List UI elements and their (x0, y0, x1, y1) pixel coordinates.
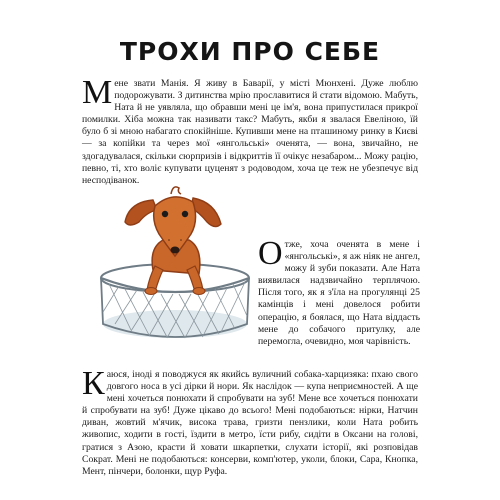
paragraph-text: тже, хоча оченята в мене і «янгольські», я аж ніяк не ангел, можу й зуби показати. Але Ната виявилася надзвичайно терплячою. Після того, як я з'їла на прогулянці 25 камінців і мені довелося робити операцію, я боялася, що Ната віддасть мене до собачого притулку, але перемогла, очевидно, моя чарівність. (258, 239, 420, 347)
paragraph-intro (82, 74, 418, 187)
paragraph-text: ене звати Манія. Я живу в Баварії, у місті Мюнхені. Дуже люблю подорожувати. З дитинства мрію прославитися й стати відомою. Мабуть, Ната й не уявляла, що обравши мені це ім'я, вона припустилася прикрої помилки. Хіба можна так називати такс? Мабуть, якби я звалася Евеліною, їй було б зі мною набагато спокійніше. Купивши мене на пташиному ринку в Києві — за копійки та через мої «янгольські» оченята, — вона, звичайно, не здогадувалася, скільки сюрпризів і відкриттів її очікує незабаром... Можу рацію, певно, ті, хто воліє купувати цуценят з родоводом, хоча це теж не убезпечує від несподіванок. (82, 78, 418, 186)
paragraph-angel (258, 235, 420, 348)
page-title: ТРОХИ ПРО СЕБЕ (119, 37, 381, 66)
dog-in-playpen-illustration (95, 178, 255, 343)
paragraph-likes (82, 365, 418, 478)
drop-cap: К (82, 365, 105, 402)
drop-cap: О (258, 235, 283, 272)
paragraph-text: аюся, іноді я поводжуся як якийсь вуличний собака-харцизяка: пхаю свого довгого носа в усі дірки й нори. Як наслідок — купа неприємностей. А ще мені хочеться понюхати й спробувати на зуб! Мене все хочеться понюхати й спробувати на зуб! Дуже цікаво до всього! Мені подобаються: нірки, Натчин диван, жовтий м'ячик, висока трава, гризти пензлики, коли Ната робить живопис, ходити в гості, їздити в метро, їсти рибу, сидіти в Оксани на голові, гратися з Азою, красти й ховати шкарпетки, слухати історії, які розповідав Сократ. Мені не подобаються: консерви, комп'ютер, уколи, блоки, Сара, Кнопка, Мент, пінчери, болонки, щур Руфа. (82, 369, 418, 477)
drop-cap: М (82, 74, 113, 111)
